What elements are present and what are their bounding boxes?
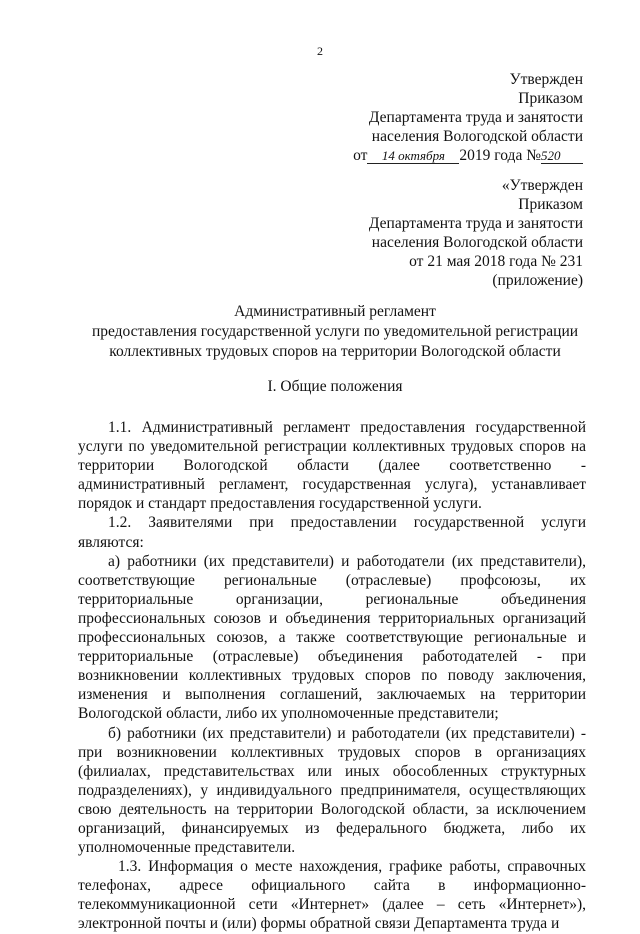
- approval-line: Департамента труда и занятости: [368, 215, 583, 232]
- handwritten-date: 14 октября: [367, 149, 459, 164]
- title-line: Административный регламент: [234, 303, 436, 320]
- date-year: 2019 года №: [459, 147, 541, 164]
- approval-block-original: [369, 176, 583, 290]
- document-body: [78, 418, 586, 934]
- approval-line: «Утвержден: [501, 177, 583, 194]
- paragraph: 1.2. Заявителями при предоставлении государственной услуги являются:: [78, 514, 586, 551]
- paragraph: б) работники (их представители) и работодатели (их представители) - при возникновении коллективных трудовых споров в организациях (филиалах, представительствах или иных обособленных структурных подразделениях), у индивидуального предпринимателя, осуществляющих свою деятельность на территории Вологодской области, за исключением организаций, финансируемых из федерального бюджета, либо их уполномоченные представители.: [78, 724, 586, 857]
- date-prefix: от: [353, 147, 368, 164]
- approval-line: Приказом: [518, 196, 583, 213]
- title-line: предоставления государственной услуги по уведомительной регистрации: [91, 323, 579, 340]
- approval-line: (приложение): [492, 272, 583, 289]
- paragraph: 1.3. Информация о месте нахождения, графике работы, справочных телефонах, адресе официального сайта в информационно-телекоммуникационной сети «Интернет» (далее – сеть «Интернет»), электронной почты и (или) формы обратной связи Департамента труда и: [78, 858, 586, 933]
- paragraph: а) работники (их представители) и работодатели (их представители), соответствующие региональные (отраслевые) профсоюзы, их территориальные организации, региональные объединения профессиональных союзов и объединения территориальных организаций профессиональных союзов, а также соответствующие региональные и территориальные (отраслевые) объединения работодателей - при возникновении коллективных трудовых споров по поводу заключения, изменения и выполнения соглашений, заключаемых на территории Вологодской области, либо их уполномоченные представители;: [78, 552, 586, 723]
- handwritten-number: 520: [541, 149, 583, 164]
- approval-block-current: [353, 70, 583, 165]
- page-number: 2: [317, 44, 323, 58]
- approval-line: Департамента труда и занятости: [368, 109, 583, 126]
- approval-date-line: [353, 146, 583, 165]
- document-title: [85, 302, 585, 362]
- approval-line: Приказом: [518, 90, 583, 107]
- approval-line: населения Вологодской области: [371, 234, 583, 251]
- approval-line: от 21 мая 2018 года № 231: [409, 253, 583, 270]
- approval-line: населения Вологодской области: [371, 128, 583, 145]
- section-heading: I. Общие положения: [267, 378, 403, 395]
- approval-line: Утвержден: [509, 71, 583, 88]
- title-line: коллективных трудовых споров на территории Вологодской области: [109, 343, 561, 360]
- paragraph: 1.1. Административный регламент предоставления государственной услуги по уведомительной регистрации коллективных трудовых споров на территории Вологодской области (далее соответственно - административный регламент, государственная услуга), устанавливает порядок и стандарт предоставления государственной услуги.: [78, 419, 586, 513]
